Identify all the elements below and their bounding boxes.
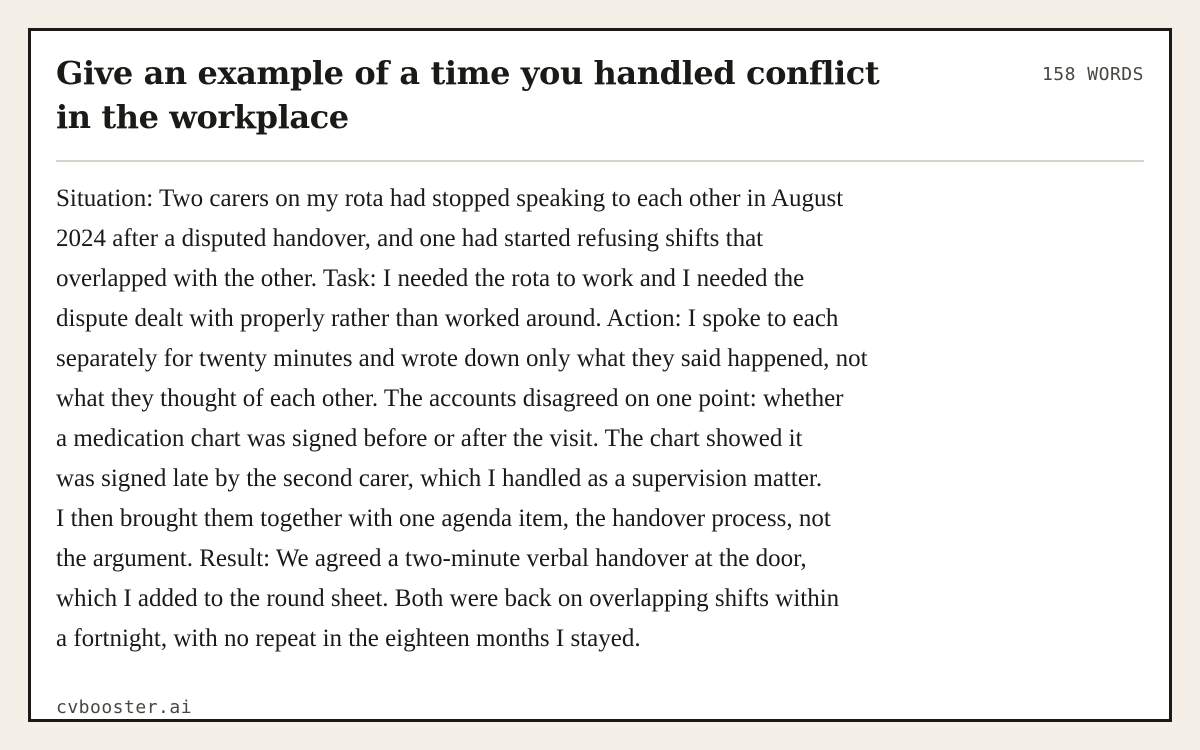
question-title-line: in the workplace: [56, 98, 349, 136]
divider: [56, 160, 1144, 162]
answer-line: a fortnight, with no repeat in the eighteen months I stayed.: [56, 625, 641, 652]
brand-label: cvbooster.ai: [56, 697, 193, 718]
answer-line: what they thought of each other. The accounts disagreed on one point: whether: [56, 385, 844, 412]
answer-line: Situation: Two carers on my rota had stopped speaking to each other in August: [56, 185, 844, 212]
question-title-line: Give an example of a time you handled conflict: [56, 54, 880, 92]
question-title: [56, 51, 916, 139]
answer-line: the argument. Result: We agreed a two-minute verbal handover at the door,: [56, 545, 807, 572]
answer-line: I then brought them together with one agenda item, the handover process, not: [56, 505, 831, 532]
word-count-label: 158 WORDS: [1041, 64, 1144, 85]
answer-card: [28, 28, 1172, 722]
answer-line: a medication chart was signed before or after the visit. The chart showed it: [56, 425, 803, 452]
answer-text: [56, 179, 1026, 659]
answer-line: which I added to the round sheet. Both were back on overlapping shifts within: [56, 585, 840, 612]
answer-line: was signed late by the second carer, which I handled as a supervision matter.: [56, 465, 823, 492]
answer-line: overlapped with the other. Task: I needed the rota to work and I needed the: [56, 265, 805, 292]
answer-line: dispute dealt with properly rather than worked around. Action: I spoke to each: [56, 305, 839, 332]
answer-line: 2024 after a disputed handover, and one had started refusing shifts that: [56, 225, 764, 252]
answer-line: separately for twenty minutes and wrote down only what they said happened, not: [56, 345, 868, 372]
